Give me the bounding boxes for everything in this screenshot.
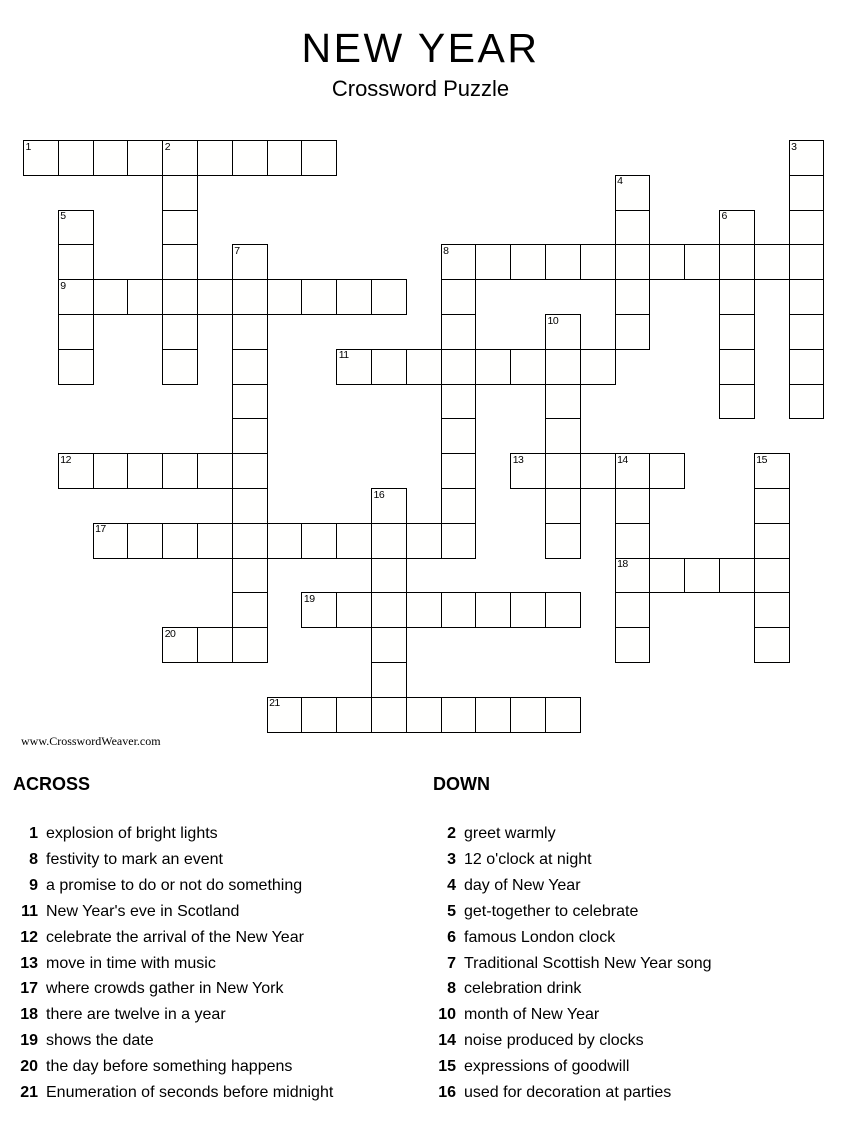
grid-cell-r8c6[interactable] — [232, 418, 268, 454]
grid-cell-r2c4[interactable] — [162, 210, 198, 246]
down-clue-7 — [431, 951, 712, 977]
cell-number: 14 — [617, 453, 628, 466]
clue-text: festivity to mark an event — [46, 850, 223, 868]
grid-cell-r11c12[interactable] — [441, 523, 477, 559]
clue-text: day of New Year — [464, 876, 581, 894]
across-clue-17 — [13, 976, 333, 1002]
clue-text: move in time with music — [46, 954, 216, 972]
across-clue-18 — [13, 1002, 333, 1028]
across-clue-list — [13, 821, 333, 1106]
grid-cell-r0c22[interactable] — [789, 140, 825, 176]
grid-cell-r13c21[interactable] — [754, 592, 790, 628]
across-clue-1 — [13, 821, 333, 847]
grid-cell-r11c2[interactable] — [93, 523, 129, 559]
page-subtitle: Crossword Puzzle — [331, 76, 510, 101]
grid-cell-r9c1[interactable] — [58, 453, 94, 489]
grid-cell-r16c12[interactable] — [441, 697, 477, 733]
grid-cell-r9c2[interactable] — [93, 453, 129, 489]
across-clue-13 — [13, 951, 333, 977]
grid-cell-r11c9[interactable] — [336, 523, 372, 559]
grid-cell-r9c17[interactable] — [615, 453, 651, 489]
clue-text: 12 o'clock at night — [464, 850, 592, 868]
grid-cell-r14c10[interactable] — [371, 627, 407, 663]
grid-cell-r10c15[interactable] — [545, 488, 581, 524]
grid-cell-r9c4[interactable] — [162, 453, 198, 489]
grid-cell-r16c9[interactable] — [336, 697, 372, 733]
clue-text: where crowds gather in New York — [46, 980, 284, 998]
clue-number: 18 — [20, 1006, 38, 1024]
cell-number: 9 — [60, 279, 66, 292]
cell-number: 8 — [443, 244, 449, 257]
grid-cell-r4c7[interactable] — [267, 279, 303, 315]
grid-cell-r2c22[interactable] — [789, 210, 825, 246]
grid-cell-r5c15[interactable] — [545, 314, 581, 350]
down-clue-6 — [431, 925, 712, 951]
cell-number: 11 — [338, 349, 349, 362]
cell-number: 3 — [791, 140, 797, 153]
grid-cell-r4c1[interactable] — [58, 279, 94, 315]
grid-cell-r9c6[interactable] — [232, 453, 268, 489]
cell-number: 21 — [269, 697, 280, 710]
clue-text: explosion of bright lights — [46, 825, 218, 842]
down-clue-list — [431, 821, 712, 1106]
grid-cell-r6c20[interactable] — [719, 349, 755, 385]
clue-number: 1 — [29, 825, 38, 842]
down-clue-16 — [431, 1080, 712, 1106]
grid-cell-r7c20[interactable] — [719, 384, 755, 420]
grid-cell-r10c10[interactable] — [371, 488, 407, 524]
across-clue-8 — [13, 847, 333, 873]
grid-cell-r4c20[interactable] — [719, 279, 755, 315]
grid-cell-r0c0[interactable] — [23, 140, 59, 176]
grid-cell-r7c15[interactable] — [545, 384, 581, 420]
grid-cell-r16c10[interactable] — [371, 697, 407, 733]
grid-cell-r3c19[interactable] — [684, 244, 720, 280]
clue-text: a promise to do or not do something — [46, 876, 303, 894]
grid-cell-r3c21[interactable] — [754, 244, 790, 280]
grid-cell-r13c12[interactable] — [441, 592, 477, 628]
clue-number: 10 — [438, 1006, 456, 1024]
clue-number: 20 — [20, 1058, 38, 1076]
clue-number: 17 — [20, 980, 38, 998]
across-clue-9 — [13, 873, 333, 899]
grid-cell-r3c12[interactable] — [441, 244, 477, 280]
grid-cell-r5c20[interactable] — [719, 314, 755, 350]
grid-cell-r4c4[interactable] — [162, 279, 198, 315]
grid-cell-r5c22[interactable] — [789, 314, 825, 350]
grid-cell-r3c13[interactable] — [475, 244, 511, 280]
grid-cell-r2c20[interactable] — [719, 210, 755, 246]
grid-cell-r3c22[interactable] — [789, 244, 825, 280]
grid-cell-r13c14[interactable] — [510, 592, 546, 628]
clue-number: 9 — [29, 876, 38, 894]
grid-cell-r16c8[interactable] — [301, 697, 337, 733]
across-clue-20 — [13, 1054, 333, 1080]
grid-cell-r11c10[interactable] — [371, 523, 407, 559]
grid-cell-r11c21[interactable] — [754, 523, 790, 559]
grid-cell-r2c1[interactable] — [58, 210, 94, 246]
down-clue-15 — [431, 1054, 712, 1080]
grid-cell-r11c8[interactable] — [301, 523, 337, 559]
down-clue-2 — [431, 821, 712, 847]
grid-cell-r11c17[interactable] — [615, 523, 651, 559]
grid-cell-r9c5[interactable] — [197, 453, 233, 489]
clue-text: there are twelve in a year — [46, 1006, 226, 1024]
grid-cell-r9c12[interactable] — [441, 453, 477, 489]
grid-cell-r6c4[interactable] — [162, 349, 198, 385]
grid-cell-r6c14[interactable] — [510, 349, 546, 385]
grid-cell-r9c3[interactable] — [127, 453, 163, 489]
grid-cell-r3c20[interactable] — [719, 244, 755, 280]
grid-cell-r6c11[interactable] — [406, 349, 442, 385]
grid-cell-r6c16[interactable] — [580, 349, 616, 385]
clue-number: 19 — [20, 1032, 38, 1050]
grid-cell-r16c7[interactable] — [267, 697, 303, 733]
grid-cell-r3c15[interactable] — [545, 244, 581, 280]
grid-cell-r16c15[interactable] — [545, 697, 581, 733]
clue-number: 4 — [447, 876, 456, 894]
clue-number: 3 — [447, 850, 456, 868]
clue-number: 11 — [21, 902, 38, 920]
grid-cell-r3c4[interactable] — [162, 244, 198, 280]
grid-cell-r12c6[interactable] — [232, 558, 268, 594]
grid-cell-r14c17[interactable] — [615, 627, 651, 663]
grid-cell-r15c10[interactable] — [371, 662, 407, 698]
grid-cell-r16c14[interactable] — [510, 697, 546, 733]
clue-text: month of New Year — [464, 1006, 600, 1024]
across-clue-12 — [13, 925, 333, 951]
cell-number: 13 — [512, 453, 524, 466]
grid-cell-r4c9[interactable] — [336, 279, 372, 315]
grid-cell-r4c22[interactable] — [789, 279, 825, 315]
grid-cell-r5c12[interactable] — [441, 314, 477, 350]
down-clue-5 — [431, 899, 712, 925]
cell-number: 4 — [617, 175, 623, 188]
cell-number: 19 — [303, 592, 315, 605]
down-clue-3 — [431, 847, 712, 873]
grid-cell-r11c11[interactable] — [406, 523, 442, 559]
grid-cell-r12c10[interactable] — [371, 558, 407, 594]
down-clue-10 — [431, 1002, 712, 1028]
clue-number: 13 — [20, 954, 38, 972]
grid-cell-r10c6[interactable] — [232, 488, 268, 524]
grid-cell-r3c18[interactable] — [649, 244, 685, 280]
cell-number: 18 — [617, 558, 628, 571]
cell-number: 15 — [756, 453, 767, 466]
grid-cell-r7c22[interactable] — [789, 384, 825, 420]
grid-cell-r0c2[interactable] — [93, 140, 129, 176]
grid-cell-r13c10[interactable] — [371, 592, 407, 628]
clue-text: the day before something happens — [46, 1058, 293, 1076]
clue-number: 8 — [447, 980, 456, 998]
grid-cell-r13c17[interactable] — [615, 592, 651, 628]
grid-cell-r8c15[interactable] — [545, 418, 581, 454]
clue-text: celebration drink — [464, 980, 582, 998]
clue-number: 7 — [447, 954, 456, 972]
grid-cell-r5c6[interactable] — [232, 314, 268, 350]
grid-cell-r9c21[interactable] — [754, 453, 790, 489]
clue-text: used for decoration at parties — [464, 1084, 672, 1102]
grid-cell-r4c3[interactable] — [127, 279, 163, 315]
grid-cell-r6c13[interactable] — [475, 349, 511, 385]
grid-cell-r12c20[interactable] — [719, 558, 755, 594]
cell-number: 5 — [60, 210, 66, 223]
grid-cell-r11c15[interactable] — [545, 523, 581, 559]
grid-cell-r4c8[interactable] — [301, 279, 337, 315]
clue-number: 8 — [29, 850, 38, 868]
clue-text: Enumeration of seconds before midnight — [46, 1084, 334, 1102]
grid-cell-r0c3[interactable] — [127, 140, 163, 176]
down-clue-14 — [431, 1028, 712, 1054]
page-title: NEW YEAR — [301, 25, 540, 71]
grid-cell-r2c17[interactable] — [615, 210, 651, 246]
clue-text: greet warmly — [464, 825, 556, 842]
grid-cell-r6c15[interactable] — [545, 349, 581, 385]
grid-cell-r13c9[interactable] — [336, 592, 372, 628]
grid-cell-r1c4[interactable] — [162, 175, 198, 211]
grid-cell-r16c13[interactable] — [475, 697, 511, 733]
cell-number: 10 — [547, 314, 559, 327]
clue-number: 12 — [20, 928, 38, 946]
watermark-url: www.CrosswordWeaver.com — [21, 734, 161, 748]
grid-cell-r0c8[interactable] — [301, 140, 337, 176]
grid-cell-r12c18[interactable] — [649, 558, 685, 594]
grid-cell-r4c12[interactable] — [441, 279, 477, 315]
grid-cell-r12c19[interactable] — [684, 558, 720, 594]
grid-cell-r5c4[interactable] — [162, 314, 198, 350]
grid-cell-r13c11[interactable] — [406, 592, 442, 628]
clue-number: 16 — [438, 1084, 456, 1102]
grid-cell-r9c15[interactable] — [545, 453, 581, 489]
grid-cell-r1c17[interactable] — [615, 175, 651, 211]
clue-number: 14 — [438, 1032, 456, 1050]
clue-text: expressions of goodwill — [464, 1058, 630, 1076]
cell-number: 7 — [234, 244, 240, 257]
grid-cell-r1c22[interactable] — [789, 175, 825, 211]
grid-cell-r4c5[interactable] — [197, 279, 233, 315]
clue-number: 2 — [447, 825, 456, 842]
down-clue-4 — [431, 873, 712, 899]
grid-cell-r10c17[interactable] — [615, 488, 651, 524]
clue-number: 15 — [438, 1058, 456, 1076]
grid-cell-r10c12[interactable] — [441, 488, 477, 524]
grid-cell-r13c8[interactable] — [301, 592, 337, 628]
cell-number: 6 — [721, 210, 727, 223]
grid-cell-r5c17[interactable] — [615, 314, 651, 350]
grid-cell-r3c1[interactable] — [58, 244, 94, 280]
grid-cell-r6c9[interactable] — [336, 349, 372, 385]
clue-number: 21 — [20, 1084, 38, 1102]
grid-cell-r11c6[interactable] — [232, 523, 268, 559]
grid-cell-r11c5[interactable] — [197, 523, 233, 559]
grid-cell-r13c15[interactable] — [545, 592, 581, 628]
grid-cell-r11c3[interactable] — [127, 523, 163, 559]
grid-cell-r7c12[interactable] — [441, 384, 477, 420]
grid-cell-r3c6[interactable] — [232, 244, 268, 280]
across-header: ACROSS — [13, 774, 91, 794]
grid-cell-r4c10[interactable] — [371, 279, 407, 315]
grid-cell-r13c6[interactable] — [232, 592, 268, 628]
grid-cell-r11c7[interactable] — [267, 523, 303, 559]
clue-text: celebrate the arrival of the New Year — [46, 928, 304, 946]
grid-cell-r7c6[interactable] — [232, 384, 268, 420]
grid-cell-r6c22[interactable] — [789, 349, 825, 385]
grid-cell-r6c1[interactable] — [58, 349, 94, 385]
grid-cell-r0c4[interactable] — [162, 140, 198, 176]
grid-cell-r16c11[interactable] — [406, 697, 442, 733]
grid-cell-r14c5[interactable] — [197, 627, 233, 663]
grid-cell-r11c4[interactable] — [162, 523, 198, 559]
grid-cell-r8c12[interactable] — [441, 418, 477, 454]
grid-cell-r10c21[interactable] — [754, 488, 790, 524]
grid-cell-r4c2[interactable] — [93, 279, 129, 315]
grid-cell-r9c14[interactable] — [510, 453, 546, 489]
grid-cell-r6c12[interactable] — [441, 349, 477, 385]
clue-text: noise produced by clocks — [464, 1032, 644, 1050]
down-clue-8 — [431, 976, 712, 1002]
grid-cell-r0c7[interactable] — [267, 140, 303, 176]
grid-cell-r14c4[interactable] — [162, 627, 198, 663]
clue-text: Traditional Scottish New Year song — [464, 954, 712, 972]
clue-number: 6 — [447, 928, 456, 946]
grid-cell-r0c5[interactable] — [197, 140, 233, 176]
grid-cell-r13c13[interactable] — [475, 592, 511, 628]
grid-cell-r14c21[interactable] — [754, 627, 790, 663]
grid-cell-r3c17[interactable] — [615, 244, 651, 280]
cell-number: 17 — [95, 523, 106, 536]
grid-cell-r6c10[interactable] — [371, 349, 407, 385]
clue-text: shows the date — [46, 1032, 154, 1050]
cell-number: 16 — [373, 488, 385, 501]
cell-number: 20 — [164, 627, 176, 640]
clue-number: 5 — [447, 902, 456, 920]
grid-cell-r4c6[interactable] — [232, 279, 268, 315]
grid-cell-r14c6[interactable] — [232, 627, 268, 663]
grid-cell-r4c17[interactable] — [615, 279, 651, 315]
grid-cell-r0c1[interactable] — [58, 140, 94, 176]
clue-text: famous London clock — [464, 928, 616, 946]
cell-number: 2 — [164, 140, 171, 153]
across-clue-21 — [13, 1080, 333, 1106]
grid-cell-r5c1[interactable] — [58, 314, 94, 350]
grid-cell-r9c16[interactable] — [580, 453, 616, 489]
grid-cell-r12c17[interactable] — [615, 558, 651, 594]
grid-cell-r3c14[interactable] — [510, 244, 546, 280]
grid-cell-r6c6[interactable] — [232, 349, 268, 385]
grid-cell-r0c6[interactable] — [232, 140, 268, 176]
across-clue-19 — [13, 1028, 333, 1054]
clue-text: get-together to celebrate — [464, 902, 639, 920]
across-clue-11 — [13, 899, 333, 925]
grid-cell-r3c16[interactable] — [580, 244, 616, 280]
cell-number: 1 — [25, 140, 31, 153]
grid-cell-r9c18[interactable] — [649, 453, 685, 489]
cell-number: 12 — [60, 453, 71, 466]
grid-cell-r12c21[interactable] — [754, 558, 790, 594]
down-header: DOWN — [433, 774, 490, 794]
clue-text: New Year's eve in Scotland — [46, 902, 240, 920]
